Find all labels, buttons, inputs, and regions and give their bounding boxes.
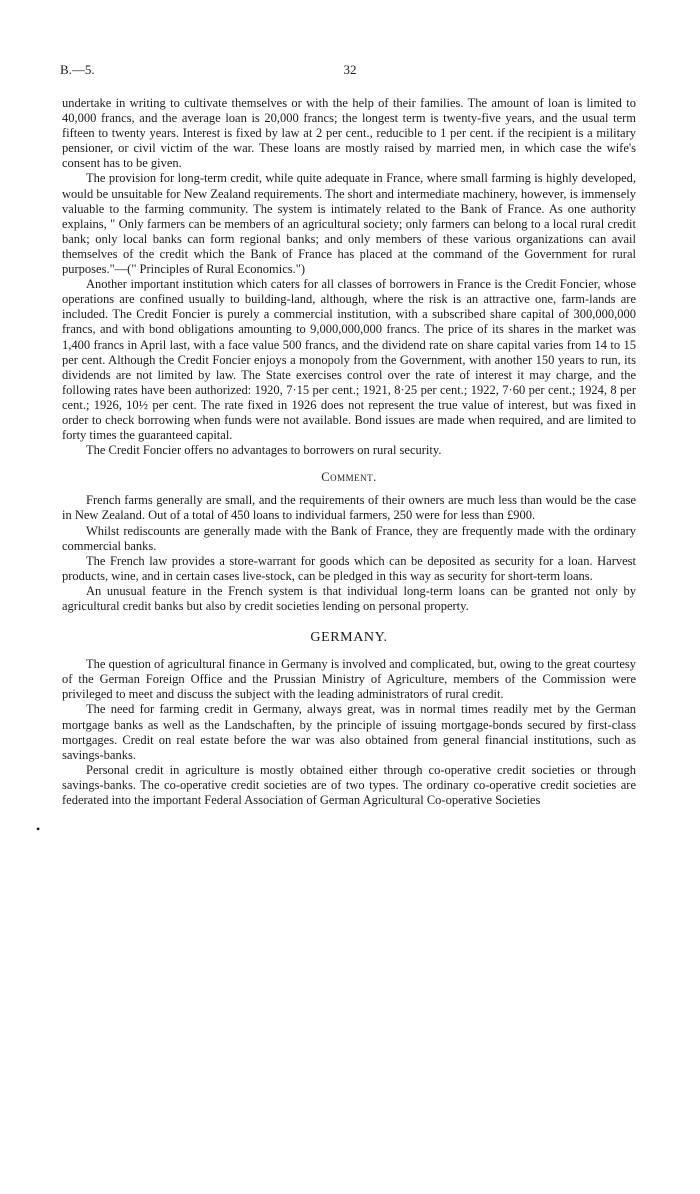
section-heading-germany: GERMANY. [310,630,388,646]
paragraph: The question of agricultural finance in Germany is involved and complicated, but, owing to the great courtesy of the German Foreign Office and the Prussian Ministry of Agriculture, members of the Commission were privileged to meet and discuss the subject with the leading administrators of rural credit. [62,657,636,702]
margin-mark: • [36,822,41,836]
paragraph: undertake in writing to cultivate themselves or with the help of their families. The amount of loan is limited to 40,000 francs, and the average loan is 20,000 francs; the longest term is twenty-five years, and the usual term fifteen to twenty years. Interest is fixed by law at 2 per cent., reducible to 1 per cent. if the recipient is a military pensioner, or civil victim of the war. These loans are mostly raised by married men, in which case the wife's consent has to be given. [62,96,636,171]
paragraph: The Credit Foncier offers no advantages to borrowers on rural security. [86,443,442,458]
paragraph: French farms generally are small, and the requirements of their owners are much less than would be the case in New Zealand. Out of a total of 450 loans to individual farmers, 250 were for less than £900. [62,493,636,523]
paragraph: Another important institution which caters for all classes of borrowers in France is the Credit Foncier, whose operations are confined usually to building-land, although, where the risk is an attractive one, farm-lands are included. The Credit Foncier is purely a commercial institution, with a subscribed share capital of 300,000,000 francs, and with bond obligations amounting to 9,000,000,000 francs. The price of its shares in the market was 1,400 francs in April last, with a face value 500 francs, and the dividend rate on share capital varies from 14 to 15 per cent. Although the Credit Foncier enjoys a monopoly from the Government, with another 150 years to run, its dividends are not limited by law. The State exercises control over the rate of interest it may charge, and the following rates have been authorized: 1920, 7·15 per cent.; 1921, 8·25 per cent.; 1922, 7·60 per cent.; 1924, 8 per cent.; 1926, 10½ per cent. The rate fixed in 1926 does not represent the true value of interest, but was fixed in order to check borrowing when funds were not available. Bond issues are made when required, and are limited to forty times the guaranteed capital. [62,277,636,443]
paragraph: The provision for long-term credit, while quite adequate in France, where small farming is highly developed, would be unsuitable for New Zealand requirements. The short and intermediate machinery, however, is immensely valuable to the farming community. The system is intimately related to the Bank of France. As one authority explains, " Only farmers can be members of an agricultural society; only farmers can belong to a local rural credit bank; only local banks can form regional banks; and only members of these various organizations can avail themselves of the credit which the Bank of France has placed at the command of the Government for rural purposes."—(" Principles of Rural Economics.") [62,171,636,277]
document-reference: B.—5. [60,62,95,77]
page-number: 32 [343,62,357,77]
paragraph: An unusual feature in the French system is that individual long-term loans can be granted not only by agricultural credit banks but also by credit societies lending on personal property. [62,583,636,613]
paragraph: Personal credit in agriculture is mostly obtained either through co-operative credit societies or through savings-banks. The co-operative credit societies are of two types. The ordinary co-operative credit societies are federated into the important Federal Association of German Agricultural Co-operative Societies [62,762,636,808]
paragraph: The French law provides a store-warrant for goods which can be deposited as security for a loan. Harvest products, wine, and in certain cases live-stock, can be pledged in this way as security for short-term loans. [62,553,636,583]
paragraph: The need for farming credit in Germany, always great, was in normal times readily met by the German mortgage banks as well as the Landschaften, by the principle of issuing mortgage-bonds secured by first-class mortgages. Credit on real estate before the war was also obtained from general financial institutions, such as savings-banks. [62,702,636,762]
paragraph: Whilst rediscounts are generally made with the Bank of France, they are frequently made with the ordinary commercial banks. [62,523,636,553]
document-body [62,96,636,808]
page-header [60,62,640,80]
section-heading-comment: Comment. [321,470,377,485]
